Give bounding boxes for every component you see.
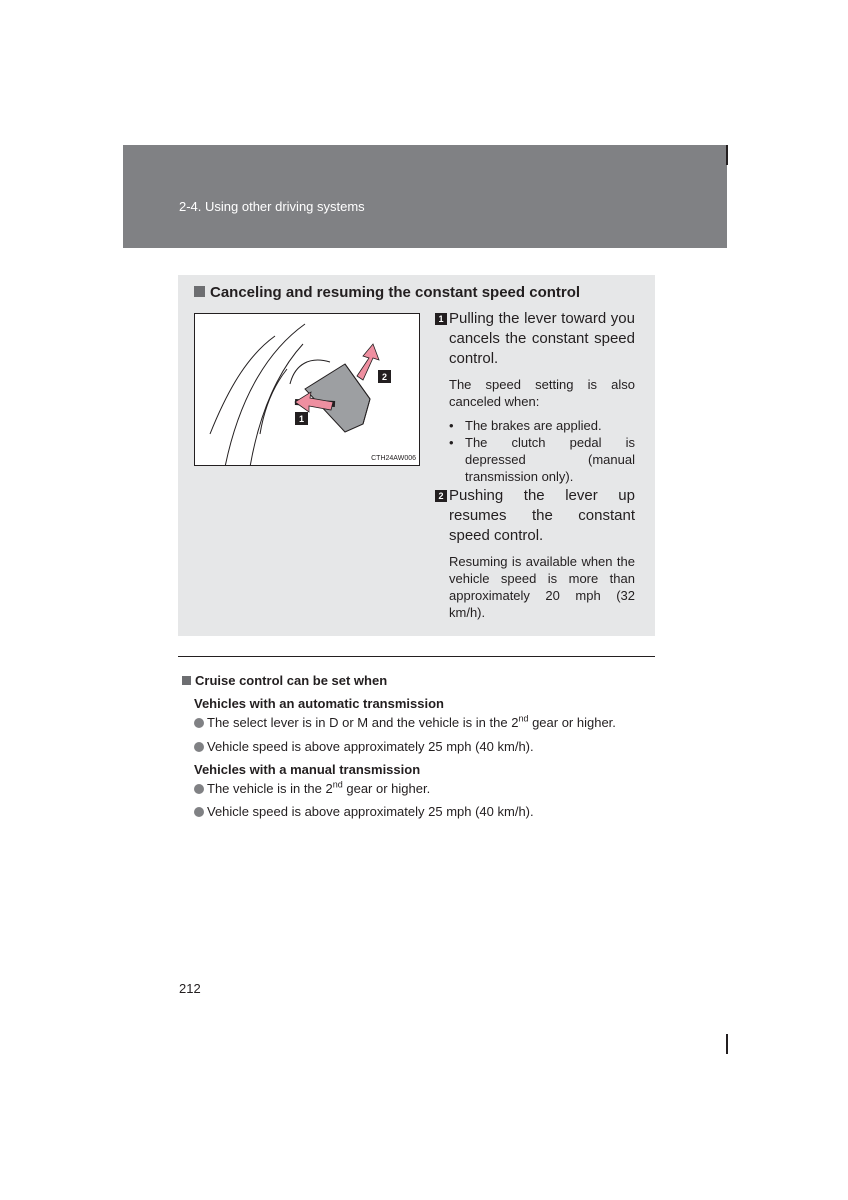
side-tick-mark — [726, 1034, 728, 1054]
section-heading: Cruise control can be set when — [182, 673, 387, 688]
cancel-conditions-list — [449, 417, 635, 485]
step-2 — [435, 486, 635, 546]
box-heading-text: Canceling and resuming the constant speed control — [210, 284, 581, 301]
list-item: The select lever is in D or M and the vehicle is in the 2nd gear or higher. — [194, 715, 616, 730]
automatic-transmission-heading: Vehicles with an automatic transmission — [194, 696, 444, 711]
header-tick-mark — [726, 145, 728, 165]
figure-label-1: 1 — [298, 414, 305, 424]
square-bullet-icon — [194, 286, 205, 297]
section-title: 2-4. Using other driving systems — [179, 199, 365, 214]
figure-label-2: 2 — [381, 372, 388, 382]
list-item: Vehicle speed is above approximately 25 mph (40 km/h). — [194, 804, 534, 819]
lever-illustration — [194, 313, 420, 466]
header-bar — [123, 145, 727, 248]
figure-caption: CTH24AW006 — [371, 455, 416, 462]
step-2-text: Pushing the lever up resumes the constant speed control. — [449, 487, 635, 544]
step-1 — [435, 309, 635, 369]
page-number: 212 — [179, 981, 201, 996]
step-1-text: Pulling the lever toward you cancels the constant speed control. — [449, 310, 635, 367]
square-bullet-icon — [182, 676, 191, 685]
step-number-1-icon: 1 — [435, 313, 447, 325]
divider — [178, 656, 655, 657]
step-2-note: Resuming is available when the vehicle speed is more than approximately 20 mph (32 km/h). — [449, 554, 635, 620]
bullet-circle-icon — [194, 784, 204, 794]
list-item: Vehicle speed is above approximately 25 mph (40 km/h). — [194, 739, 534, 754]
list-item: The vehicle is in the 2nd gear or higher. — [194, 781, 430, 796]
list-item: • The clutch pedal is depressed (manual transmission only). — [449, 435, 635, 484]
bullet-circle-icon — [194, 718, 204, 728]
step-number-2-icon: 2 — [435, 490, 447, 502]
manual-transmission-heading: Vehicles with a manual transmission — [194, 762, 421, 777]
box-heading — [194, 284, 580, 301]
step-1-note: The speed setting is also canceled when: — [449, 377, 635, 409]
bullet-circle-icon — [194, 807, 204, 817]
list-item: • The brakes are applied. — [449, 418, 602, 433]
bullet-circle-icon — [194, 742, 204, 752]
cruise-lever-drawing — [195, 314, 420, 466]
